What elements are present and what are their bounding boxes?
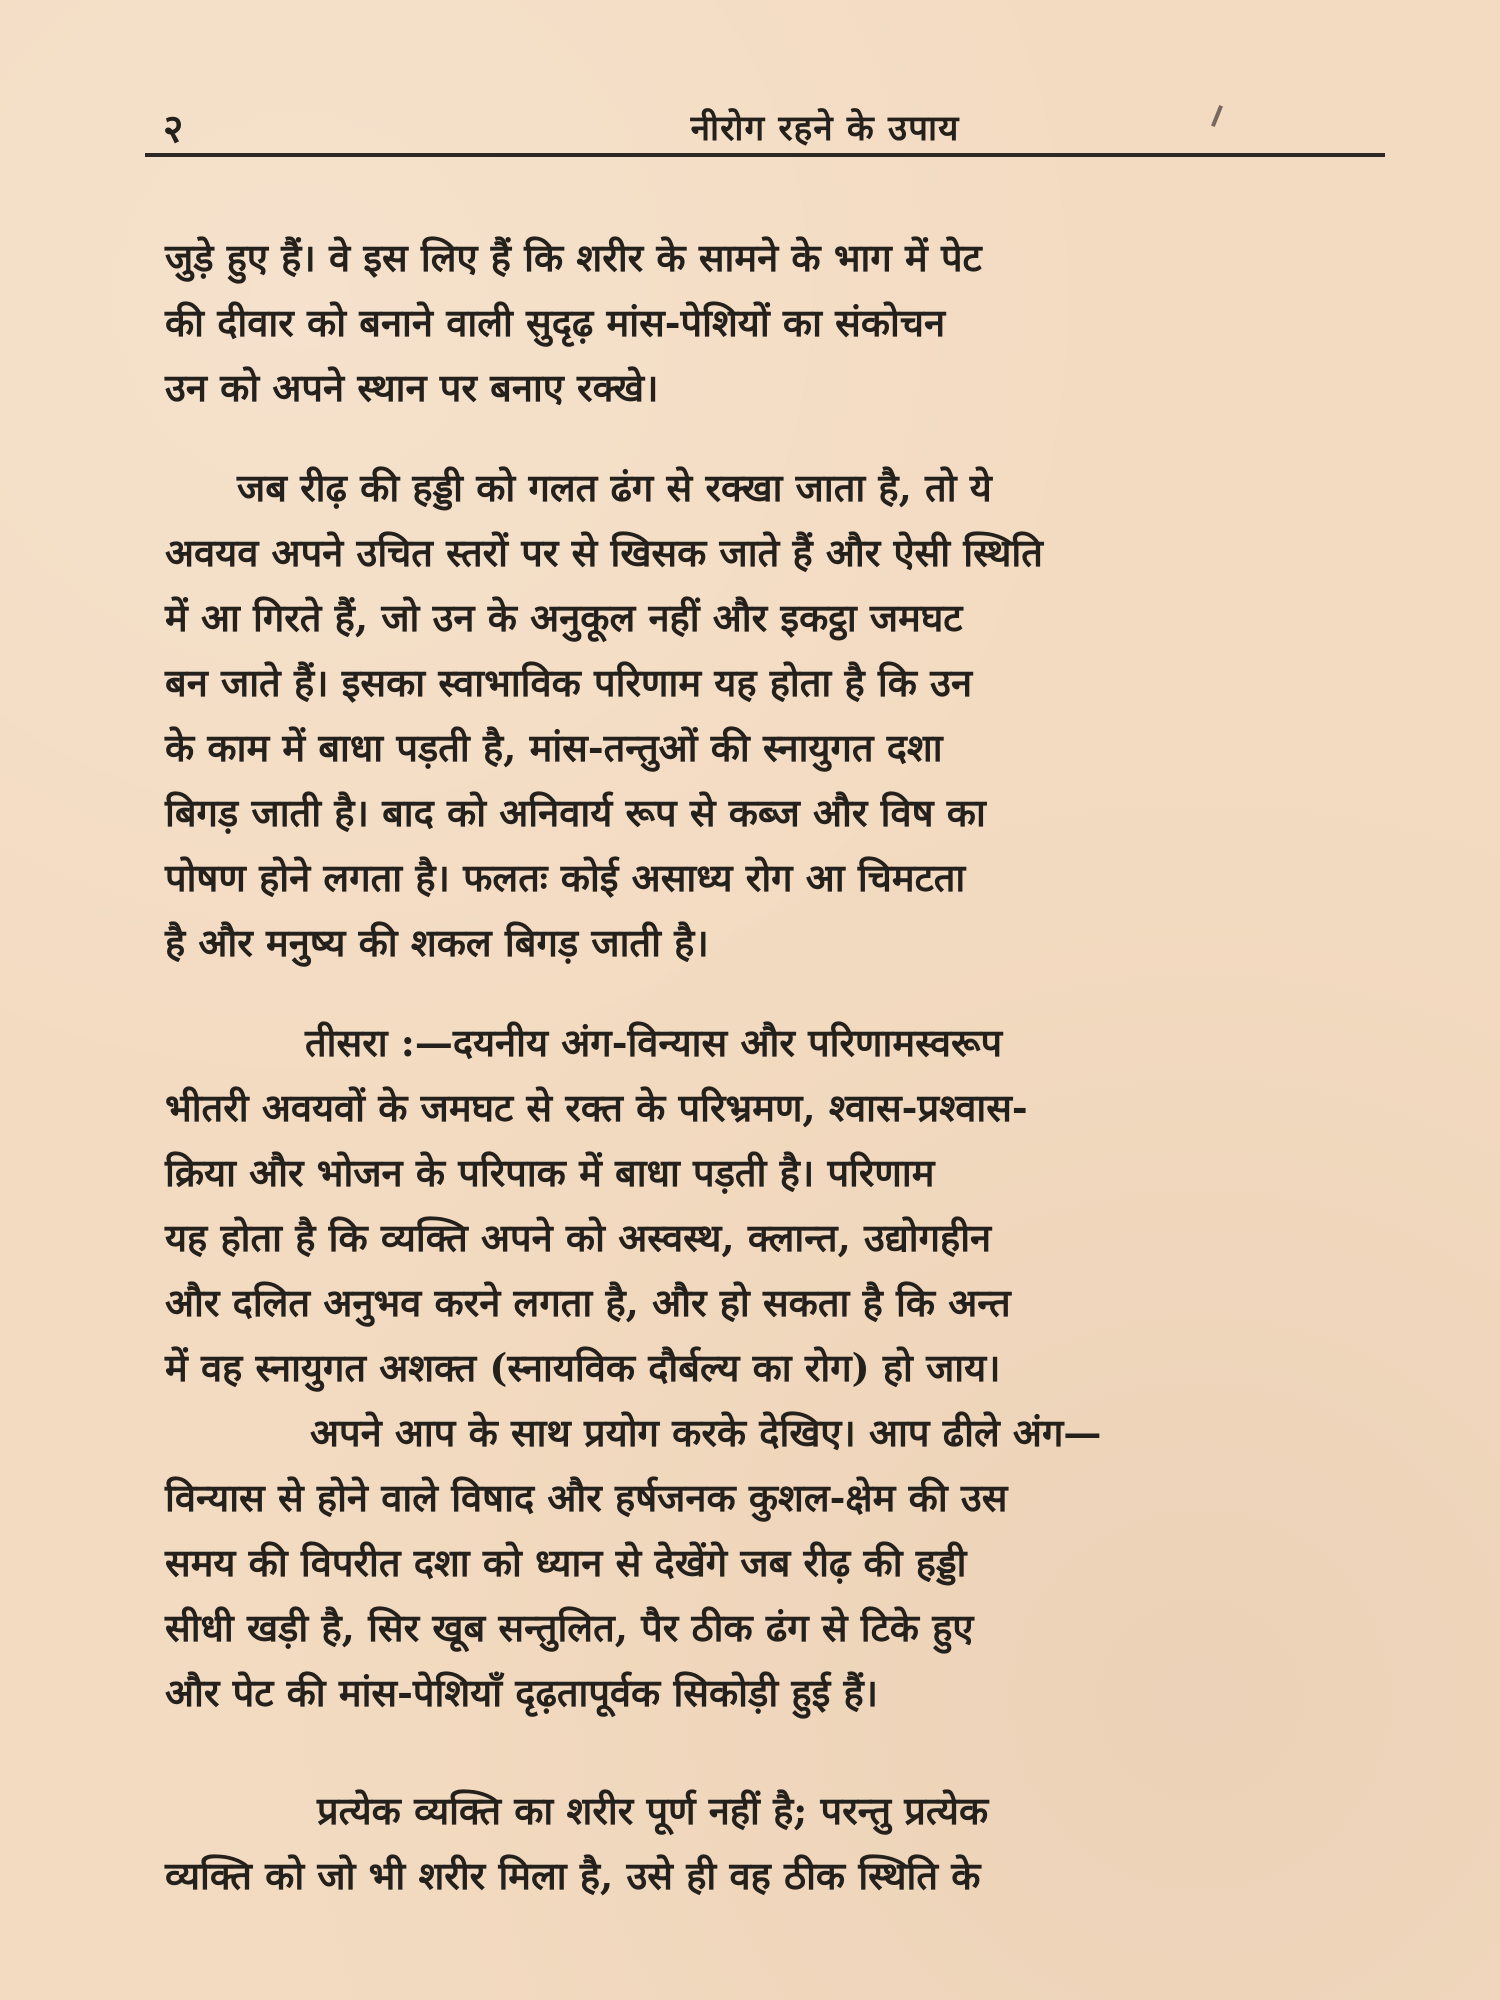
paragraph-3-line-2: भीतरी अवयवों के जमघट से रक्त के परिभ्रमण, श्वास-प्रश्वास-	[165, 1085, 1028, 1130]
paragraph-1-line-2: की दीवार को बनाने वाली सुदृढ़ मांस-पेशियों का संकोचन	[165, 300, 946, 345]
paragraph-3-line-6: में वह स्नायुगत अशक्त (स्नायविक दौर्बल्य का रोग) हो जाय।	[165, 1345, 1001, 1390]
paragraph-4-line-2: व्यक्ति को जो भी शरीर मिला है, उसे ही वह ठीक स्थिति के	[165, 1853, 981, 1898]
paragraph-3-line-9: समय की विपरीत दशा को ध्यान से देखेंगे जब रीढ़ की हड्डी	[165, 1540, 967, 1585]
paragraph-3-line-4: यह होता है कि व्यक्ति अपने को अस्वस्थ, क्लान्त, उद्योगहीन	[165, 1215, 992, 1260]
paragraph-1-line-1: जुड़े हुए हैं। वे इस लिए हैं कि शरीर के सामने के भाग में पेट	[165, 235, 982, 280]
paragraph-2-line-7: पोषण होने लगता है। फलतः कोई असाध्य रोग आ चिमटता	[165, 855, 966, 900]
paragraph-2-line-6: बिगड़ जाती है। बाद को अनिवार्य रूप से कब्ज और विष का	[165, 790, 986, 835]
paragraph-4	[165, 1778, 1345, 1908]
paragraph-3-line-10: सीधी खड़ी है, सिर खूब सन्तुलित, पैर ठीक ढंग से टिके हुए	[165, 1605, 974, 1650]
running-title: नीरोग रहने के उपाय	[690, 108, 960, 149]
paragraph-4-line-1: प्रत्येक व्यक्ति का शरीर पूर्ण नहीं है; परन्तु प्रत्येक	[317, 1788, 989, 1833]
paragraph-2-line-2: अवयव अपने उचित स्तरों पर से खिसक जाते हैं और ऐसी स्थिति	[165, 530, 1043, 575]
paragraph-3-line-1	[165, 1010, 1345, 1075]
paragraph-3	[165, 1010, 1345, 1725]
page-header	[145, 105, 1385, 157]
paragraph-2-line-8: है और मनुष्य की शकल बिगड़ जाती है।	[165, 920, 709, 965]
paragraph-3-line-1-text: दयनीय अंग-विन्यास और परिणामस्वरूप	[452, 1020, 1003, 1065]
paragraph-3-line-5: और दलित अनुभव करने लगता है, और हो सकता है कि अन्त	[165, 1280, 1011, 1325]
paragraph-2-line-4: बन जाते हैं। इसका स्वाभाविक परिणाम यह होता है कि उन	[165, 660, 973, 705]
paragraph-3-line-11: और पेट की मांस-पेशियाँ दृढ़तापूर्वक सिकोड़ी हुई हैं।	[165, 1670, 879, 1715]
paragraph-2	[165, 455, 1345, 975]
section-label-third: तीसरा :—	[305, 1020, 453, 1065]
paragraph-2-line-1: जब रीढ़ की हड्डी को गलत ढंग से रक्खा जाता है, तो ये	[237, 465, 992, 510]
paragraph-3-line-3: क्रिया और भोजन के परिपाक में बाधा पड़ती है। परिणाम	[165, 1150, 935, 1195]
paragraph-1-line-3: उन को अपने स्थान पर बनाए रक्खे।	[165, 365, 659, 410]
paragraph-3-line-7: अपने आप के साथ प्रयोग करके देखिए। आप ढीले अंग—	[310, 1410, 1102, 1455]
paragraph-2-line-5: के काम में बाधा पड़ती है, मांस-तन्तुओं की स्नायुगत दशा	[165, 725, 943, 770]
paragraph-1	[165, 225, 1345, 420]
paragraph-3-line-8: विन्यास से होने वाले विषाद और हर्षजनक कुशल-क्षेम की उस	[165, 1475, 1008, 1520]
paragraph-2-line-3: में आ गिरते हैं, जो उन के अनुकूल नहीं और इकट्ठा जमघट	[165, 595, 963, 640]
page-number: २	[163, 106, 184, 152]
